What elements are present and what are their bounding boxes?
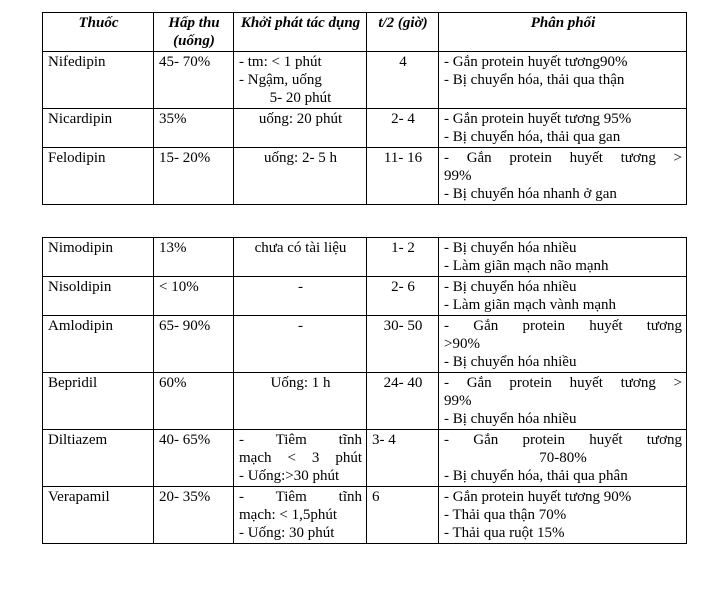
half-life-value: 2- 6 bbox=[367, 277, 439, 316]
drug-table-top bbox=[42, 12, 687, 205]
onset-line: - Uống: 30 phút bbox=[239, 525, 335, 541]
onset-line: - Ngậm, uống bbox=[239, 72, 322, 88]
half-life-value: 4 bbox=[367, 52, 439, 109]
onset-value bbox=[234, 277, 367, 316]
header-absorption: Hấp thu (uống) bbox=[154, 13, 234, 52]
distribution-line: - Gắn protein huyết tương bbox=[444, 432, 682, 448]
onset-line: - tm: < 1 phút bbox=[239, 54, 322, 70]
onset-value bbox=[234, 109, 367, 148]
absorption-value: 20- 35% bbox=[154, 487, 234, 544]
table-row bbox=[43, 238, 687, 277]
drug-name: Verapamil bbox=[43, 487, 154, 544]
header-onset: Khởi phát tác dụng bbox=[234, 13, 367, 52]
absorption-value: 60% bbox=[154, 373, 234, 430]
distribution-line: 99% bbox=[444, 393, 472, 409]
onset-line: mạch: < 1,5phút bbox=[239, 507, 338, 523]
table-row bbox=[43, 316, 687, 373]
drug-name: Nifedipin bbox=[43, 52, 154, 109]
onset-value bbox=[234, 430, 367, 487]
table-row bbox=[43, 487, 687, 544]
table-row bbox=[43, 109, 687, 148]
distribution-line: - Bị chuyển hóa, thải qua phân bbox=[444, 468, 628, 484]
half-life-value: 30- 50 bbox=[367, 316, 439, 373]
distribution-line: - Bị chuyển hóa nhanh ở gan bbox=[444, 186, 617, 202]
half-life-value: 1- 2 bbox=[367, 238, 439, 277]
onset-line: 5- 20 phút bbox=[269, 90, 332, 106]
distribution-value bbox=[439, 52, 687, 109]
drug-name: Bepridil bbox=[43, 373, 154, 430]
absorption-value: 15- 20% bbox=[154, 148, 234, 205]
drug-name: Felodipin bbox=[43, 148, 154, 205]
distribution-value bbox=[439, 148, 687, 205]
distribution-line: - Gắn protein huyết tương90% bbox=[444, 54, 628, 70]
distribution-value bbox=[439, 487, 687, 544]
table-row bbox=[43, 277, 687, 316]
distribution-line: - Thải qua ruột 15% bbox=[444, 525, 565, 541]
distribution-line: - Gắn protein huyết tương 90% bbox=[444, 489, 632, 505]
onset-line: mạch < 3 phút bbox=[239, 450, 362, 466]
table-row bbox=[43, 148, 687, 205]
distribution-line: - Gắn protein huyết tương > bbox=[444, 150, 682, 166]
table-row bbox=[43, 52, 687, 109]
header-drug: Thuốc bbox=[43, 13, 154, 52]
distribution-value bbox=[439, 430, 687, 487]
half-life-value: 6 bbox=[367, 487, 439, 544]
table-row bbox=[43, 373, 687, 430]
half-life-value: 3- 4 bbox=[367, 430, 439, 487]
onset-line: - bbox=[298, 279, 303, 295]
onset-value bbox=[234, 373, 367, 430]
drug-name: Nimodipin bbox=[43, 238, 154, 277]
distribution-line: - Làm giãn mạch não mạnh bbox=[444, 258, 609, 274]
distribution-line: - Gắn protein huyết tương bbox=[444, 318, 682, 334]
drug-table-bottom bbox=[42, 237, 687, 544]
distribution-line: 99% bbox=[444, 168, 472, 184]
absorption-value: < 10% bbox=[154, 277, 234, 316]
onset-value bbox=[234, 52, 367, 109]
onset-line: - bbox=[298, 318, 303, 334]
table-row bbox=[43, 430, 687, 487]
onset-line: chưa có tài liệu bbox=[254, 240, 347, 256]
distribution-line: - Làm giãn mạch vành mạnh bbox=[444, 297, 617, 313]
distribution-value bbox=[439, 373, 687, 430]
drug-name: Diltiazem bbox=[43, 430, 154, 487]
onset-line: - Tiêm tĩnh bbox=[239, 432, 362, 448]
absorption-value: 35% bbox=[154, 109, 234, 148]
drug-name: Nisoldipin bbox=[43, 277, 154, 316]
onset-line: - Tiêm tĩnh bbox=[239, 489, 362, 505]
header-row bbox=[43, 13, 687, 52]
half-life-value: 2- 4 bbox=[367, 109, 439, 148]
half-life-value: 11- 16 bbox=[367, 148, 439, 205]
distribution-line: - Bị chuyển hóa, thải qua thận bbox=[444, 72, 625, 88]
absorption-value: 65- 90% bbox=[154, 316, 234, 373]
distribution-line: - Bị chuyển hóa, thải qua gan bbox=[444, 129, 621, 145]
header-half-life: t/2 (giờ) bbox=[367, 13, 439, 52]
onset-line: uống: 2- 5 h bbox=[264, 150, 337, 166]
distribution-line: 70-80% bbox=[539, 450, 587, 466]
distribution-value bbox=[439, 238, 687, 277]
distribution-value bbox=[439, 277, 687, 316]
distribution-line: - Gắn protein huyết tương 95% bbox=[444, 111, 632, 127]
onset-value bbox=[234, 238, 367, 277]
absorption-value: 45- 70% bbox=[154, 52, 234, 109]
distribution-line: - Bị chuyển hóa nhiều bbox=[444, 411, 577, 427]
distribution-line: - Gắn protein huyết tương > bbox=[444, 375, 682, 391]
distribution-line: - Bị chuyển hóa nhiều bbox=[444, 240, 577, 256]
onset-line: - Uống:>30 phút bbox=[239, 468, 340, 484]
absorption-value: 40- 65% bbox=[154, 430, 234, 487]
onset-line: Uống: 1 h bbox=[270, 375, 331, 391]
onset-value bbox=[234, 487, 367, 544]
absorption-value: 13% bbox=[154, 238, 234, 277]
onset-value bbox=[234, 316, 367, 373]
distribution-value bbox=[439, 109, 687, 148]
distribution-line: - Bị chuyển hóa nhiều bbox=[444, 279, 577, 295]
drug-name: Nicardipin bbox=[43, 109, 154, 148]
half-life-value: 24- 40 bbox=[367, 373, 439, 430]
distribution-line: - Bị chuyển hóa nhiều bbox=[444, 354, 577, 370]
drug-name: Amlodipin bbox=[43, 316, 154, 373]
distribution-line: >90% bbox=[444, 336, 480, 352]
header-distribution: Phân phối bbox=[439, 13, 687, 52]
distribution-line: - Thải qua thận 70% bbox=[444, 507, 567, 523]
onset-value bbox=[234, 148, 367, 205]
onset-line: uống: 20 phút bbox=[258, 111, 343, 127]
distribution-value bbox=[439, 316, 687, 373]
